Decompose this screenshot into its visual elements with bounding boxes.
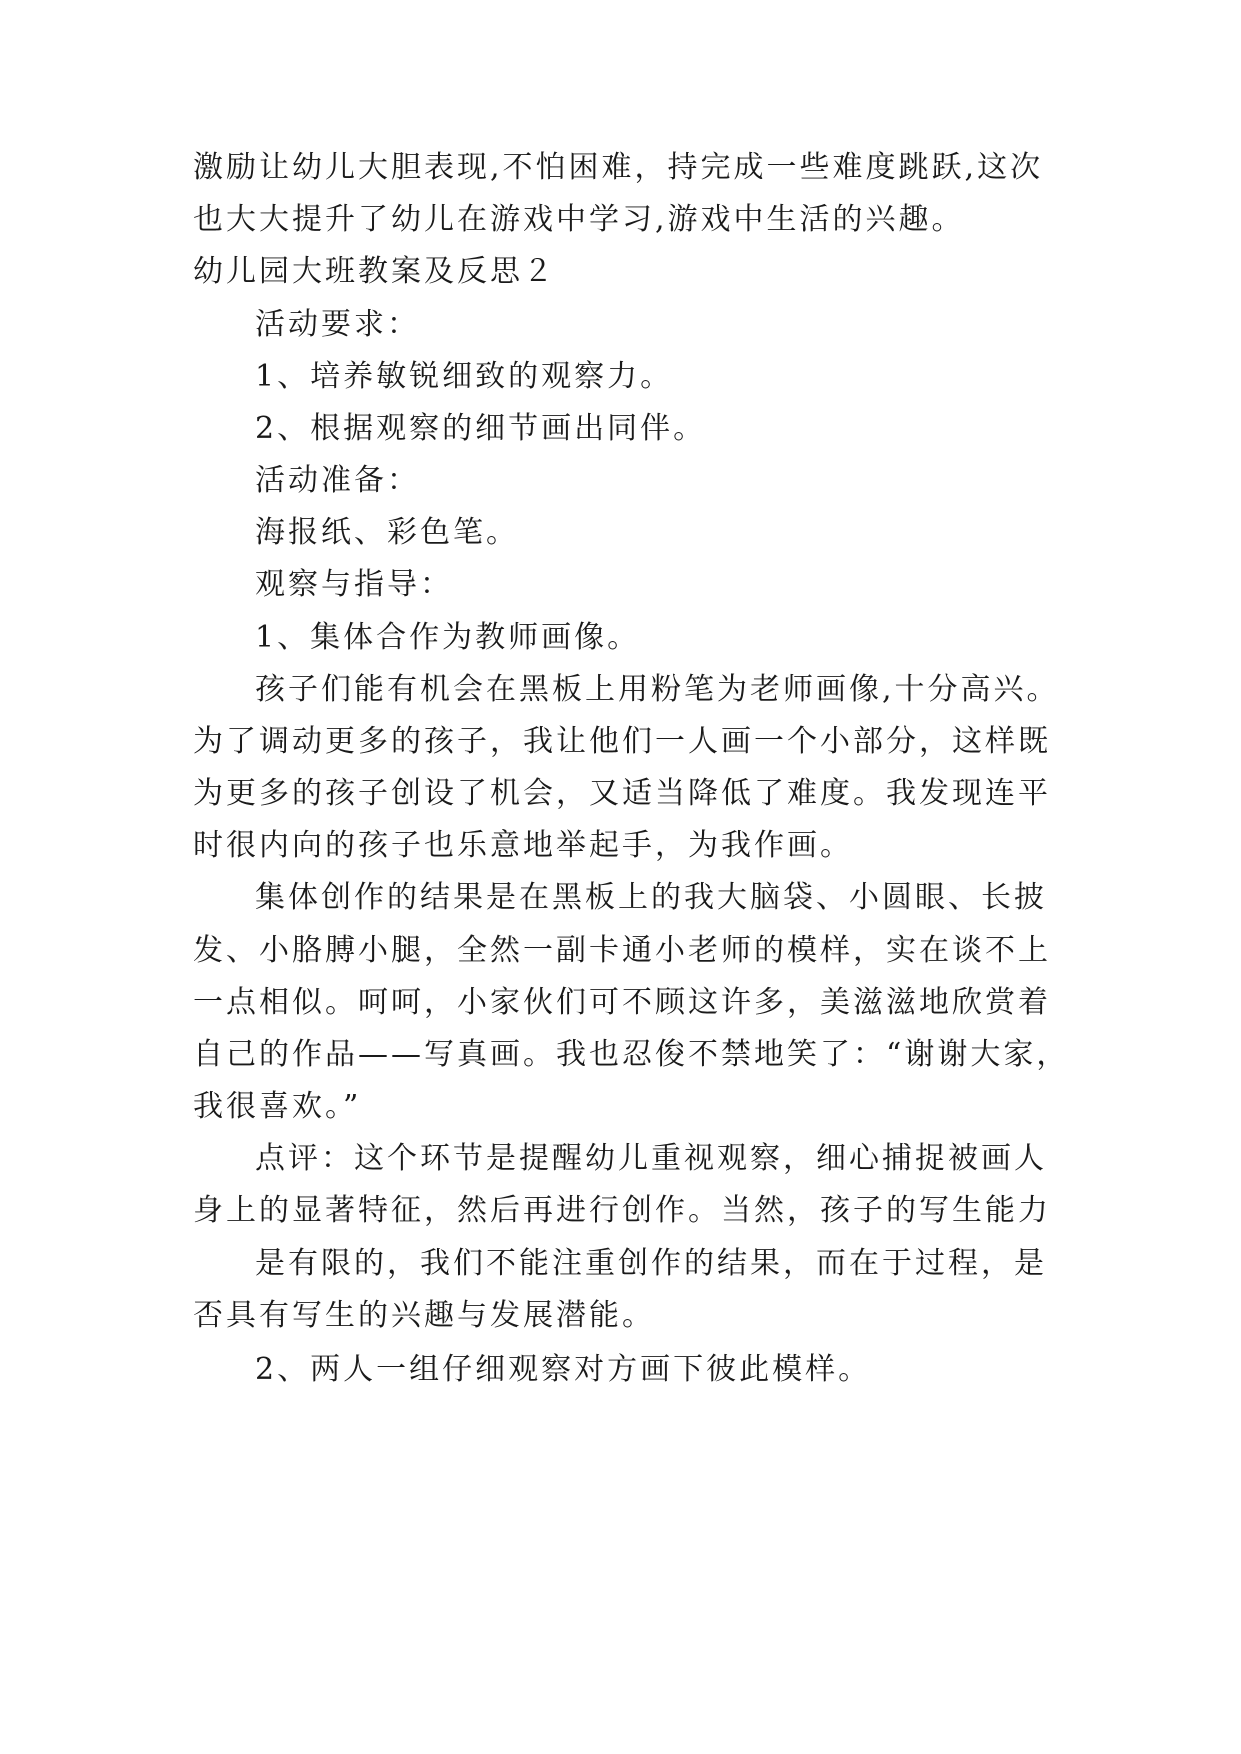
paragraph-line: 身上的显著特征，然后再进行创作。当然，孩子的写生能力 bbox=[193, 1193, 1051, 1228]
section-heading: 幼儿园大班教案及反思２ bbox=[193, 254, 556, 289]
paragraph-line: 自己的作品——写真画。我也忍俊不禁地笑了：“谢谢大家， bbox=[193, 1037, 1070, 1072]
subheading-observation-guidance: 观察与指导： bbox=[255, 567, 453, 602]
body-line: 海报纸、彩色笔。 bbox=[255, 515, 519, 550]
body-line: 激励让幼儿大胆表现,不怕困难，持完成一些难度跳跃,这次 bbox=[193, 150, 1044, 185]
paragraph-line: 我很喜欢。” bbox=[193, 1089, 362, 1124]
subheading-activity-preparation: 活动准备： bbox=[255, 463, 420, 498]
list-item: 2、两人一组仔细观察对方画下彼此模样。 bbox=[255, 1352, 872, 1387]
paragraph-line: 时很内向的孩子也乐意地举起手，为我作画。 bbox=[193, 828, 853, 863]
paragraph-line: 孩子们能有机会在黑板上用粉笔为老师画像,十分高兴。 bbox=[255, 672, 1060, 707]
paragraph-line: 为了调动更多的孩子，我让他们一人画一个小部分，这样既 bbox=[193, 724, 1051, 759]
paragraph-line: 发、小胳膊小腿，全然一副卡通小老师的模样，实在谈不上 bbox=[193, 933, 1051, 968]
subheading-activity-requirements: 活动要求： bbox=[255, 307, 420, 342]
paragraph-line: 是有限的，我们不能注重创作的结果，而在于过程，是 bbox=[255, 1246, 1047, 1281]
paragraph-line: 点评：这个环节是提醒幼儿重视观察，细心捕捉被画人 bbox=[255, 1141, 1047, 1176]
paragraph-line: 一点相似。呵呵，小家伙们可不顾这许多，美滋滋地欣赏着 bbox=[193, 985, 1051, 1020]
list-item: 1、培养敏锐细致的观察力。 bbox=[255, 359, 674, 394]
paragraph-line: 否具有写生的兴趣与发展潜能。 bbox=[193, 1298, 655, 1333]
paragraph-line: 集体创作的结果是在黑板上的我大脑袋、小圆眼、长披 bbox=[255, 880, 1047, 915]
list-item: 1、集体合作为教师画像。 bbox=[255, 620, 641, 655]
body-line: 也大大提升了幼儿在游戏中学习,游戏中生活的兴趣。 bbox=[193, 202, 965, 237]
paragraph-line: 为更多的孩子创设了机会，又适当降低了难度。我发现连平 bbox=[193, 776, 1051, 811]
list-item: 2、根据观察的细节画出同伴。 bbox=[255, 411, 707, 446]
